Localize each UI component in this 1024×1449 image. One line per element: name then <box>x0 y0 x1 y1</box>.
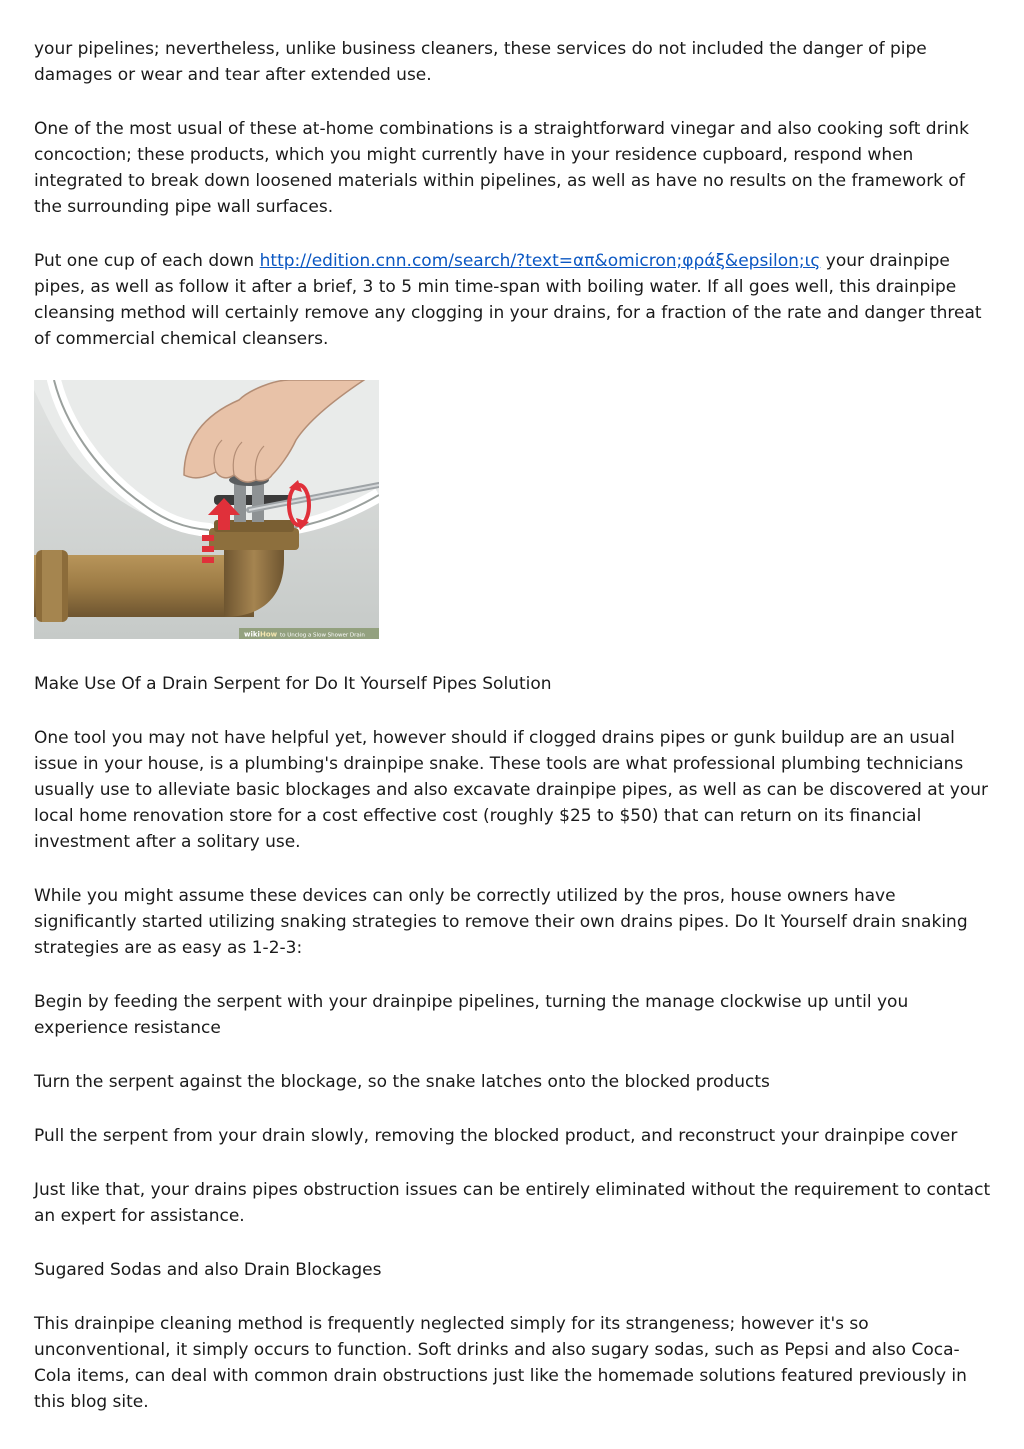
watermark-how: How <box>260 630 278 639</box>
step-two: Turn the serpent against the blockage, so the snake latches onto the blocked products <box>34 1072 770 1092</box>
paragraph-sodas: This drainpipe cleaning method is frequently neglected simply for its strangeness; however it's so unconventional, it simply occurs to function. Soft drinks and also sugary sodas, such as Pepsi and also Coca-Cola items, can deal with common drain obstructions just like the homemade solutions featured previously in this blog site. <box>34 1314 967 1412</box>
paragraph-plumbing-snake: One tool you may not have helpful yet, however should if clogged drains pipes or gunk buildup are an usual issue in your house, is a plumbing's drainpipe snake. These tools are what professional plumbing technicians usually use to alleviate basic blockages and also excavate drainpipe pipes, as well as can be discovered at your local home renovation store for a cost effective cost (roughly $25 to $50) that can return on its financial investment after a solitary use. <box>34 728 988 852</box>
paragraph-pour-instructions <box>34 248 992 352</box>
wikihow-watermark <box>239 628 379 639</box>
step-three: Pull the serpent from your drain slowly, removing the blocked product, and reconstruct your drainpipe cover <box>34 1126 958 1146</box>
heading-sugared-sodas: Sugared Sodas and also Drain Blockages <box>34 1260 382 1280</box>
step-one: Begin by feeding the serpent with your drainpipe pipelines, turning the manage clockwise up until you experience resistance <box>34 992 909 1038</box>
paragraph-vinegar-baking-soda: One of the most usual of these at-home combinations is a straightforward vinegar and also cooking soft drink concoction; these products, which you might currently have in your residence cupboard, respond when integrated to break down loosened materials within pipelines, as well as have no results on the framework of the surrounding pipe wall surfaces. <box>34 119 969 217</box>
watermark-brand: wiki <box>244 630 260 639</box>
watermark-text: to Unclog a Slow Shower Drain <box>280 632 365 639</box>
paragraph-diy-snaking: While you might assume these devices can only be correctly utilized by the pros, house owners have significantly started utilizing snaking strategies to remove their own drains pipes. Do It Yourself drain snaking strategies are as easy as 1-2-3: <box>34 886 968 958</box>
paragraph-intro-continued: your pipelines; nevertheless, unlike business cleaners, these services do not included the danger of pipe damages or wear and tear after extended use. <box>34 39 927 85</box>
unclog-drain-illustration <box>34 380 379 639</box>
paragraph-conclusion: Just like that, your drains pipes obstruction issues can be entirely eliminated without the requirement to contact an expert for assistance. <box>34 1180 991 1226</box>
paragraph-text-after-link: your drainpipe pipes, as well as follow it after a brief, 3 to 5 min time-span with boiling water. If all goes well, this drainpipe cleansing method will certainly remove any clogging in your drains, for a fraction of the rate and danger threat of commercial chemical cleansers. <box>34 251 982 349</box>
paragraph-text-before-link: Put one cup of each down <box>34 251 260 271</box>
cnn-search-link[interactable]: http://edition.cnn.com/search/?text=απ&omicron;φράξ&epsilon;ις <box>259 251 821 271</box>
article-body <box>34 36 992 1443</box>
heading-drain-serpent: Make Use Of a Drain Serpent for Do It Yourself Pipes Solution <box>34 674 552 694</box>
